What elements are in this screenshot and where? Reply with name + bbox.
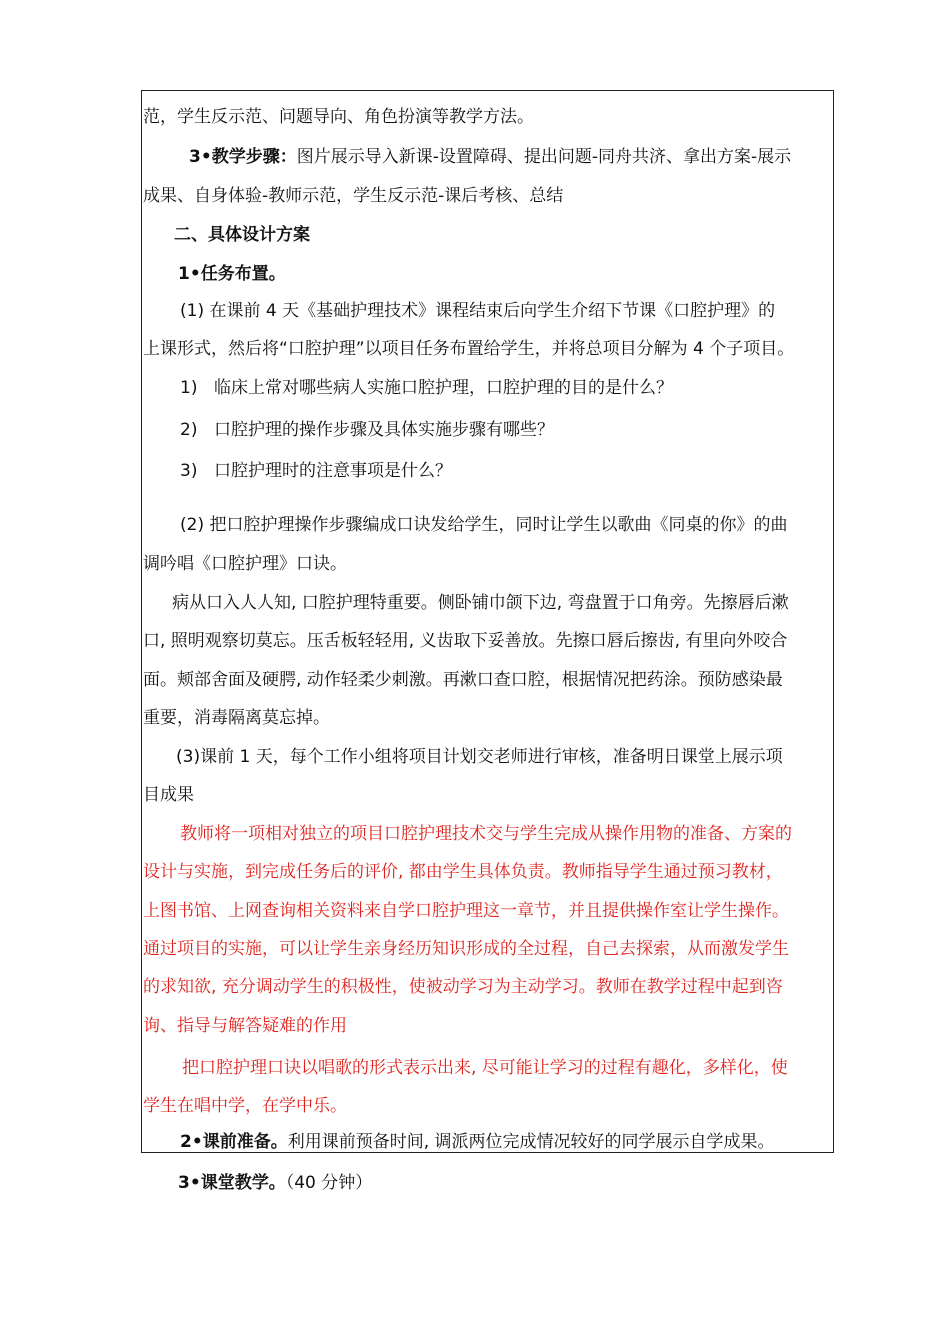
rhyme-line: 口, 照明观察切莫忘。压舌板轻轻用, 义齿取下妥善放。先擦口唇后擦齿, 有里向外咬合 — [143, 631, 788, 651]
paragraph-line: (3)课前 1 天，每个工作小组将项目计划交老师进行审核，准备明日课堂上展示项 — [176, 747, 783, 767]
rhyme-line: 面。颊部舍面及硬腭, 动作轻柔少刺激。再漱口查口腔，根据情况把药涂。预防感染最 — [143, 670, 783, 690]
highlight-line: 教师将一项相对独立的项目口腔护理技术交与学生完成从操作用物的准备、方案的 — [180, 824, 792, 844]
class-line — [178, 1171, 372, 1195]
steps-text: 图片展示导入新课-设置障碍、提出问题-同舟共济、拿出方案-展示 — [296, 147, 792, 167]
highlight-line: 把口腔护理口诀以唱歌的形式表示出来, 尽可能让学习的过程有趣化，多样化，使 — [182, 1058, 788, 1078]
list-text: 口腔护理的操作步骤及具体实施步骤有哪些？ — [214, 420, 554, 440]
rhyme-line: 重要，消毒隔离莫忘掉。 — [143, 708, 330, 728]
prep-label: 2•课前准备。 — [180, 1132, 288, 1152]
highlight-line: 上图书馆、上网查询相关资料来自学口腔护理这一章节，并且提供操作室让学生操作。 — [143, 901, 789, 921]
class-text: （40 分钟） — [285, 1173, 373, 1193]
paragraph-line: (1) 在课前 4 天《基础护理技术》课程结束后向学生介绍下节课《口腔护理》的 — [180, 301, 776, 321]
task-heading: 1•任务布置。 — [178, 264, 286, 284]
text-line: 成果、自身体验-教师示范，学生反示范-课后考核、总结 — [143, 186, 564, 206]
prep-text: 利用课前预备时间, 调派两位完成情况较好的同学展示自学成果。 — [287, 1132, 775, 1152]
highlight-line: 询、指导与解答疑难的作用 — [143, 1016, 347, 1036]
text-line: 范，学生反示范、问题导向、角色扮演等教学方法。 — [143, 107, 534, 127]
highlight-line: 设计与实施，到完成任务后的评价, 都由学生具体负责。教师指导学生通过预习教材， — [143, 862, 783, 882]
rhyme-line: 病从口入人人知, 口腔护理特重要。侧卧铺巾颌下边, 弯盘置于口角旁。先擦唇后漱 — [172, 593, 789, 613]
highlight-line: 学生在唱中学，在学中乐。 — [143, 1096, 347, 1116]
steps-label: 3•教学步骤： — [189, 147, 297, 167]
list-item — [180, 418, 870, 442]
highlight-line: 通过项目的实施，可以让学生亲身经历知识形成的全过程，自己去探索，从而激发学生 — [143, 939, 789, 959]
paragraph-line: 上课形式，然后将“口腔护理”以项目任务布置给学生，并将总项目分解为 4 个子项目。 — [143, 339, 795, 359]
list-number: 2) — [180, 420, 198, 440]
list-item — [180, 459, 870, 483]
steps-line — [143, 145, 833, 169]
list-number: 1) — [180, 378, 198, 398]
highlight-line: 的求知欲, 充分调动学生的积极性，使被动学习为主动学习。教师在教学过程中起到咨 — [143, 977, 783, 997]
paragraph-line: (2) 把口腔护理操作步骤编成口诀发给学生，同时让学生以歌曲《同桌的你》的曲 — [180, 515, 788, 535]
section-heading: 二、具体设计方案 — [174, 225, 310, 245]
paragraph-line: 目成果 — [143, 785, 194, 805]
list-text: 临床上常对哪些病人实施口腔护理，口腔护理的目的是什么？ — [214, 378, 673, 398]
list-number: 3) — [180, 461, 198, 481]
paragraph-line: 调吟唱《口腔护理》口诀。 — [143, 554, 347, 574]
class-label: 3•课堂教学。 — [178, 1173, 286, 1193]
list-item — [180, 376, 870, 400]
list-text: 口腔护理时的注意事项是什么？ — [214, 461, 452, 481]
prep-line — [180, 1130, 870, 1154]
